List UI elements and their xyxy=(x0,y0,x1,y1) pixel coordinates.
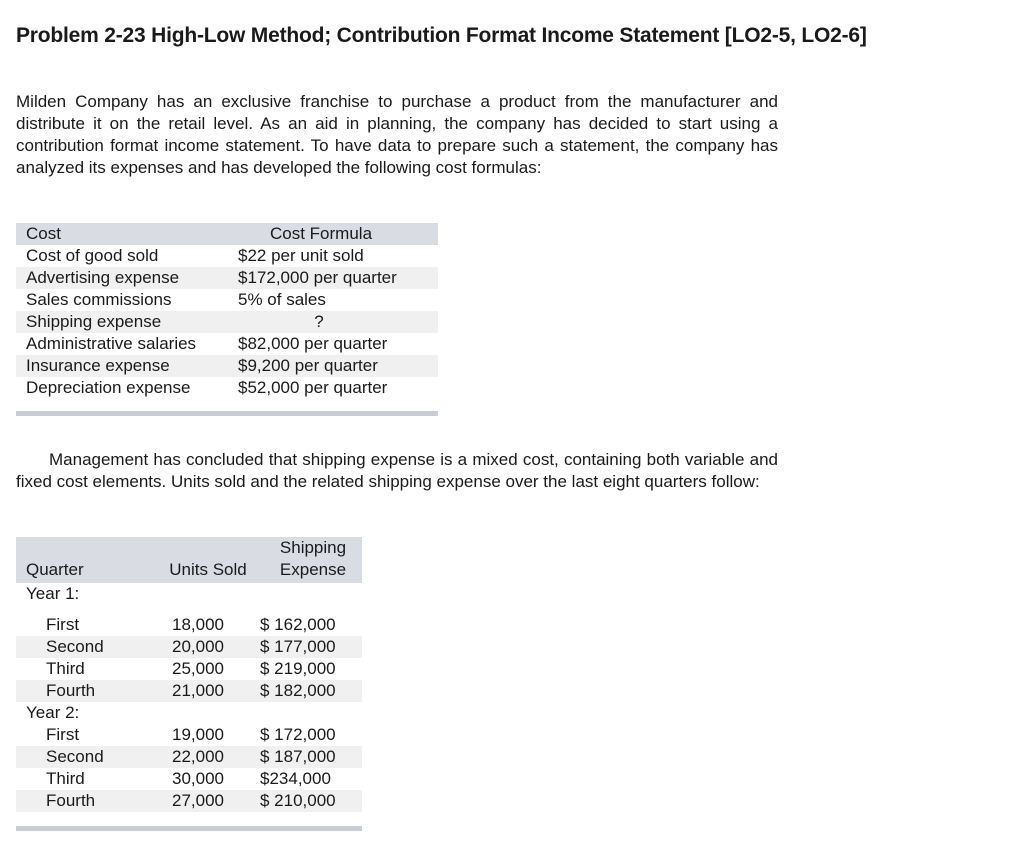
cost-name: Administrative salaries xyxy=(26,334,197,353)
table-bottom-rule xyxy=(16,826,362,831)
table-row xyxy=(16,724,362,746)
table-row xyxy=(16,377,438,399)
shipping-expense: $ 210,000 xyxy=(260,791,336,810)
table-row xyxy=(16,768,362,790)
shipping-expense-column-header xyxy=(264,537,362,581)
cost-name: Insurance expense xyxy=(26,356,170,375)
units-sold: 22,000 xyxy=(172,747,224,766)
cost-formula-table xyxy=(16,223,438,416)
shipping-expense: $ 187,000 xyxy=(260,747,336,766)
quarter-name: Fourth xyxy=(46,791,96,810)
table-row xyxy=(16,267,438,289)
cost-name: Sales commissions xyxy=(26,290,172,309)
shipping-expense: $ 172,000 xyxy=(260,725,336,744)
formula-column-header: Cost Formula xyxy=(270,224,373,243)
table-row xyxy=(16,790,362,812)
table-row xyxy=(16,680,362,702)
quarter-column-header: Quarter xyxy=(26,560,84,579)
year-label: Year 2: xyxy=(26,703,80,722)
shipping-expense: $234,000 xyxy=(260,769,331,788)
shipping-expense: $ 219,000 xyxy=(260,659,336,678)
year-label-row xyxy=(16,702,362,724)
cost-name: Depreciation expense xyxy=(26,378,191,397)
table-row xyxy=(16,311,438,333)
units-sold: 25,000 xyxy=(172,659,224,678)
cost-formula: $82,000 per quarter xyxy=(238,334,388,353)
page-title: Problem 2-23 High-Low Method; Contribution Format Income Statement [LO2-5, LO2-6] xyxy=(16,24,867,47)
shipping-expense: $ 177,000 xyxy=(260,637,336,656)
shipping-header-line1: Shipping xyxy=(279,538,347,557)
quarter-name: Second xyxy=(46,747,104,766)
table-row xyxy=(16,355,438,377)
cost-formula: $22 per unit sold xyxy=(238,246,364,265)
quarter-name: Second xyxy=(46,637,104,656)
management-paragraph: Management has concluded that shipping expense is a mixed cost, containing both variable and fixed cost elements. Units sold and the related shipping expense over the last eight quarters follow: xyxy=(16,450,778,491)
units-sold: 27,000 xyxy=(172,791,224,810)
units-sold-column-header: Units Sold xyxy=(169,560,247,579)
cost-formula: $52,000 per quarter xyxy=(238,378,388,397)
shipping-table-header xyxy=(16,537,362,583)
table-row xyxy=(16,614,362,636)
units-sold: 18,000 xyxy=(172,615,224,634)
table-row xyxy=(16,289,438,311)
cost-formula: 5% of sales xyxy=(238,290,326,309)
shipping-expense: $ 182,000 xyxy=(260,681,336,700)
quarter-name: Third xyxy=(46,769,85,788)
quarter-name: First xyxy=(46,725,80,744)
cost-formula: ? xyxy=(314,312,324,331)
year-label-row xyxy=(16,583,362,605)
units-sold: 19,000 xyxy=(172,725,224,744)
table-row xyxy=(16,245,438,267)
units-sold: 20,000 xyxy=(172,637,224,656)
cost-name: Cost of good sold xyxy=(26,246,159,265)
units-sold: 21,000 xyxy=(172,681,224,700)
shipping-expense: $ 162,000 xyxy=(260,615,336,634)
table-row xyxy=(16,333,438,355)
table-row xyxy=(16,746,362,768)
shipping-expense-table xyxy=(16,537,362,831)
shipping-header-line2: Expense xyxy=(279,560,347,579)
cost-name: Advertising expense xyxy=(26,268,180,287)
intro-paragraph: Milden Company has an exclusive franchise to purchase a product from the manufacturer and distribute it on the retail level. As an aid in planning, the company has decided to start using a contribution format income statement. To have data to prepare such a statement, the company has analyzed its expenses and has developed the following cost formulas: xyxy=(16,92,778,177)
cost-column-header: Cost xyxy=(26,224,61,243)
quarter-name: First xyxy=(46,615,80,634)
cost-table-header xyxy=(16,223,438,245)
quarter-name: Fourth xyxy=(46,681,96,700)
cost-formula: $9,200 per quarter xyxy=(238,356,378,375)
cost-name: Shipping expense xyxy=(26,312,162,331)
year-label: Year 1: xyxy=(26,584,80,603)
units-sold: 30,000 xyxy=(172,769,224,788)
cost-formula: $172,000 per quarter xyxy=(238,268,397,287)
table-row xyxy=(16,636,362,658)
table-row xyxy=(16,658,362,680)
table-bottom-rule xyxy=(16,411,438,416)
quarter-name: Third xyxy=(46,659,85,678)
